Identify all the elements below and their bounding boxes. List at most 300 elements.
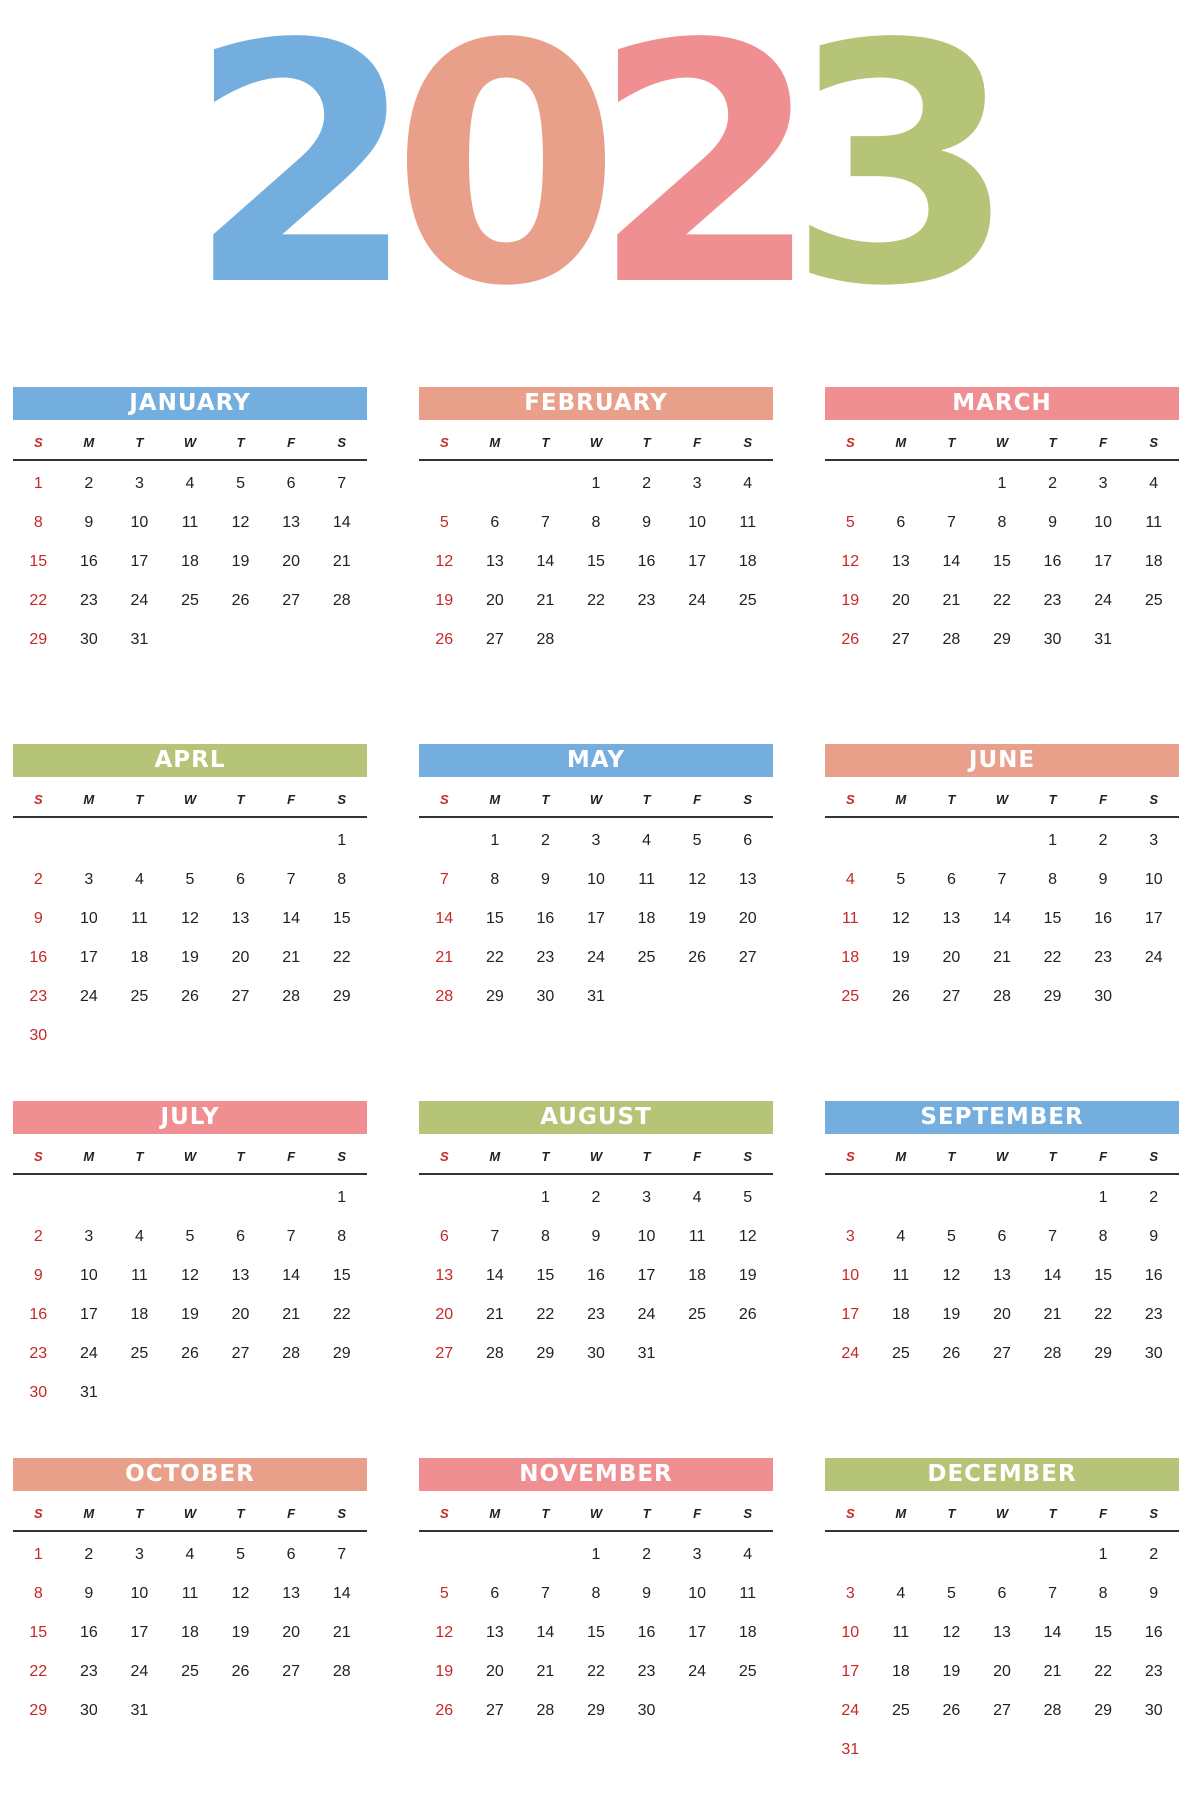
weekday-label: S <box>1149 435 1159 450</box>
day-cell: 16 <box>79 1624 98 1641</box>
day-cell: 4 <box>642 832 652 849</box>
day-cell: 14 <box>282 1267 301 1284</box>
weekday-label: M <box>895 1149 907 1164</box>
day-cell: 26 <box>435 631 454 648</box>
day-cell: 27 <box>282 1663 301 1680</box>
weekday-row <box>419 420 773 461</box>
day-cell: 4 <box>743 475 753 492</box>
day-cell-empty <box>13 1178 64 1217</box>
days-grid <box>825 1178 1179 1373</box>
day-cell: 7 <box>286 871 296 888</box>
day-cell: 24 <box>841 1345 860 1362</box>
day-cell: 10 <box>637 1228 656 1245</box>
day-cell-empty <box>825 821 876 860</box>
day-cell: 5 <box>946 1228 956 1245</box>
weekday-label: T <box>236 1149 245 1164</box>
weekday-label: S <box>1149 792 1159 807</box>
day-cell: 10 <box>79 1267 98 1284</box>
day-cell: 18 <box>637 910 656 927</box>
day-cell: 2 <box>84 1546 94 1563</box>
weekday-label: T <box>135 1506 144 1521</box>
weekday-label: S <box>845 1506 855 1521</box>
weekday-label: W <box>589 435 603 450</box>
day-cell: 5 <box>896 871 906 888</box>
month-august <box>419 1101 773 1458</box>
day-cell: 10 <box>841 1267 860 1284</box>
day-cell: 11 <box>638 871 655 888</box>
day-cell: 15 <box>29 1624 48 1641</box>
day-cell: 8 <box>1098 1228 1108 1245</box>
day-cell: 12 <box>231 1585 250 1602</box>
day-cell: 29 <box>29 1702 48 1719</box>
day-cell: 12 <box>435 1624 454 1641</box>
weekday-row <box>825 1491 1179 1532</box>
month-october <box>13 1458 367 1815</box>
day-cell: 17 <box>1144 910 1163 927</box>
weekday-label: M <box>489 435 501 450</box>
day-cell: 9 <box>84 1585 94 1602</box>
day-cell: 31 <box>1094 631 1113 648</box>
day-cell: 21 <box>993 949 1011 966</box>
day-cell: 23 <box>587 1306 605 1323</box>
day-cell: 29 <box>332 988 351 1005</box>
weekday-label: W <box>183 1506 197 1521</box>
day-cell: 26 <box>891 988 910 1005</box>
day-cell: 11 <box>1145 514 1163 531</box>
day-cell: 11 <box>688 1228 706 1245</box>
day-cell-empty <box>876 821 927 860</box>
weekday-label: W <box>589 1149 603 1164</box>
day-cell: 14 <box>536 1624 555 1641</box>
day-cell-empty <box>977 821 1028 860</box>
day-cell: 10 <box>1144 871 1163 888</box>
day-cell: 4 <box>845 871 855 888</box>
day-cell: 11 <box>739 1585 757 1602</box>
day-cell: 28 <box>536 631 555 648</box>
day-cell: 24 <box>688 1663 707 1680</box>
weekday-label: T <box>947 435 956 450</box>
year-digit-2: 0 <box>391 0 621 310</box>
day-cell: 17 <box>841 1306 860 1323</box>
day-cell: 31 <box>79 1384 98 1401</box>
day-cell: 4 <box>896 1228 906 1245</box>
day-cell: 15 <box>1094 1267 1113 1284</box>
day-cell: 5 <box>692 832 702 849</box>
days-grid <box>825 464 1179 659</box>
day-cell: 3 <box>845 1228 855 1245</box>
day-cell: 10 <box>1094 514 1113 531</box>
day-cell: 14 <box>993 910 1011 927</box>
day-cell-empty <box>64 1178 115 1217</box>
weekday-row <box>825 420 1179 461</box>
day-cell: 1 <box>33 1546 43 1563</box>
day-cell: 30 <box>79 1702 98 1719</box>
day-cell: 26 <box>435 1702 454 1719</box>
weekday-label: S <box>337 792 347 807</box>
day-cell: 19 <box>688 910 707 927</box>
day-cell: 14 <box>536 553 555 570</box>
day-cell: 24 <box>637 1306 656 1323</box>
day-cell: 6 <box>997 1228 1007 1245</box>
month-june <box>825 744 1179 1101</box>
day-cell: 3 <box>642 1189 652 1206</box>
day-cell-empty <box>165 821 216 860</box>
month-header: NOVEMBER <box>419 1458 773 1491</box>
day-cell: 18 <box>738 1624 757 1641</box>
day-cell: 1 <box>1098 1546 1108 1563</box>
day-cell: 13 <box>435 1267 454 1284</box>
day-cell: 1 <box>1098 1189 1108 1206</box>
day-cell: 13 <box>993 1267 1011 1284</box>
day-cell: 26 <box>231 592 250 609</box>
days-grid <box>419 1178 773 1373</box>
day-cell: 2 <box>1098 832 1108 849</box>
year-digit-1: 2 <box>187 0 417 310</box>
weekday-label: T <box>236 792 245 807</box>
day-cell-empty <box>825 1535 876 1574</box>
day-cell: 22 <box>485 949 504 966</box>
weekday-label: T <box>236 1506 245 1521</box>
day-cell: 18 <box>1144 553 1163 570</box>
weekday-label: M <box>489 1149 501 1164</box>
day-cell-empty <box>977 1178 1028 1217</box>
day-cell: 17 <box>130 1624 149 1641</box>
day-cell: 19 <box>738 1267 757 1284</box>
day-cell: 27 <box>231 988 250 1005</box>
day-cell: 26 <box>942 1702 961 1719</box>
day-cell: 13 <box>231 1267 250 1284</box>
weekday-label: M <box>83 1506 95 1521</box>
day-cell: 20 <box>993 1663 1011 1680</box>
day-cell: 8 <box>1048 871 1058 888</box>
day-cell: 12 <box>688 871 707 888</box>
day-cell: 27 <box>485 1702 504 1719</box>
day-cell: 23 <box>1144 1306 1163 1323</box>
day-cell: 19 <box>435 592 454 609</box>
day-cell-empty <box>876 464 927 503</box>
day-cell: 25 <box>181 1663 199 1680</box>
day-cell: 12 <box>891 910 910 927</box>
day-cell: 21 <box>435 949 454 966</box>
day-cell: 1 <box>337 1189 347 1206</box>
day-cell-empty <box>419 1535 470 1574</box>
day-cell: 24 <box>1094 592 1113 609</box>
weekday-label: T <box>947 792 956 807</box>
day-cell: 7 <box>946 514 956 531</box>
day-cell: 17 <box>637 1267 656 1284</box>
month-header: MAY <box>419 744 773 777</box>
day-cell: 23 <box>29 988 48 1005</box>
day-cell: 9 <box>642 514 652 531</box>
day-cell: 17 <box>688 1624 707 1641</box>
day-cell: 7 <box>490 1228 500 1245</box>
day-cell: 23 <box>1043 592 1062 609</box>
day-cell: 18 <box>130 1306 149 1323</box>
day-cell-empty <box>1027 1535 1078 1574</box>
weekday-label: T <box>541 1506 550 1521</box>
day-cell: 23 <box>1094 949 1113 966</box>
day-cell: 13 <box>485 553 504 570</box>
weekday-label: T <box>642 435 651 450</box>
day-cell: 18 <box>130 949 149 966</box>
weekday-row <box>419 1134 773 1175</box>
day-cell: 21 <box>536 592 555 609</box>
day-cell: 23 <box>29 1345 48 1362</box>
day-cell: 11 <box>181 514 199 531</box>
day-cell: 18 <box>891 1306 910 1323</box>
day-cell: 24 <box>587 949 605 966</box>
weekday-label: S <box>439 1506 449 1521</box>
day-cell: 27 <box>485 631 504 648</box>
day-cell: 31 <box>841 1741 860 1758</box>
day-cell: 4 <box>185 475 195 492</box>
day-cell: 16 <box>29 1306 48 1323</box>
day-cell: 22 <box>587 592 605 609</box>
day-cell: 5 <box>439 1585 449 1602</box>
day-cell: 30 <box>587 1345 605 1362</box>
day-cell: 3 <box>692 475 702 492</box>
day-cell: 23 <box>1144 1663 1163 1680</box>
day-cell: 17 <box>79 949 98 966</box>
day-cell-empty <box>876 1535 927 1574</box>
day-cell: 28 <box>332 1663 351 1680</box>
weekday-label: T <box>1048 1149 1057 1164</box>
day-cell: 21 <box>332 1624 351 1641</box>
day-cell: 24 <box>841 1702 860 1719</box>
day-cell: 20 <box>485 1663 504 1680</box>
day-cell: 20 <box>435 1306 454 1323</box>
day-cell: 3 <box>134 475 144 492</box>
day-cell: 16 <box>1144 1624 1163 1641</box>
day-cell: 13 <box>942 910 961 927</box>
day-cell: 5 <box>236 475 246 492</box>
day-cell: 10 <box>130 1585 149 1602</box>
day-cell: 22 <box>993 592 1011 609</box>
day-cell: 7 <box>286 1228 296 1245</box>
day-cell: 14 <box>282 910 301 927</box>
weekday-label: F <box>693 1506 702 1521</box>
day-cell: 21 <box>282 1306 301 1323</box>
day-cell: 25 <box>181 592 199 609</box>
day-cell: 7 <box>337 475 347 492</box>
year-digit-4: 3 <box>787 0 1017 310</box>
day-cell: 10 <box>688 1585 707 1602</box>
day-cell: 4 <box>692 1189 702 1206</box>
year-title <box>0 0 1190 310</box>
day-cell: 26 <box>942 1345 961 1362</box>
day-cell: 4 <box>1149 475 1159 492</box>
weekday-label: W <box>995 792 1009 807</box>
day-cell-empty <box>215 821 266 860</box>
day-cell: 11 <box>181 1585 199 1602</box>
weekday-row <box>13 1134 367 1175</box>
day-cell: 6 <box>490 514 500 531</box>
day-cell: 15 <box>29 553 48 570</box>
day-cell: 11 <box>892 1267 910 1284</box>
weekday-label: T <box>135 435 144 450</box>
day-cell: 11 <box>739 514 757 531</box>
weekday-label: F <box>1099 435 1108 450</box>
day-cell: 12 <box>738 1228 757 1245</box>
day-cell: 25 <box>1144 592 1163 609</box>
day-cell: 22 <box>1094 1306 1113 1323</box>
weekday-label: M <box>83 792 95 807</box>
day-cell: 9 <box>540 871 550 888</box>
day-cell: 15 <box>485 910 504 927</box>
day-cell: 16 <box>587 1267 605 1284</box>
day-cell: 4 <box>896 1585 906 1602</box>
day-cell: 28 <box>1043 1702 1062 1719</box>
day-cell-empty <box>266 821 317 860</box>
day-cell: 27 <box>993 1702 1011 1719</box>
weekday-row <box>13 420 367 461</box>
day-cell: 22 <box>332 1306 351 1323</box>
day-cell: 8 <box>997 514 1007 531</box>
day-cell: 2 <box>1048 475 1058 492</box>
day-cell: 8 <box>33 514 43 531</box>
day-cell: 4 <box>185 1546 195 1563</box>
day-cell: 30 <box>637 1702 656 1719</box>
day-cell: 7 <box>540 514 550 531</box>
month-july <box>13 1101 367 1458</box>
day-cell: 27 <box>282 592 301 609</box>
weekday-label: T <box>541 1149 550 1164</box>
weekday-label: S <box>337 435 347 450</box>
day-cell: 9 <box>1149 1585 1159 1602</box>
day-cell: 20 <box>993 1306 1011 1323</box>
day-cell: 10 <box>841 1624 860 1641</box>
weekday-label: W <box>183 792 197 807</box>
weekday-label: S <box>743 792 753 807</box>
weekday-label: F <box>287 435 296 450</box>
day-cell-empty <box>470 464 521 503</box>
day-cell: 2 <box>540 832 550 849</box>
day-cell: 3 <box>591 832 601 849</box>
day-cell: 27 <box>435 1345 454 1362</box>
day-cell: 8 <box>591 1585 601 1602</box>
day-cell: 10 <box>587 871 605 888</box>
day-cell: 23 <box>637 1663 656 1680</box>
day-cell-empty <box>1027 1178 1078 1217</box>
month-november <box>419 1458 773 1815</box>
weekday-label: S <box>337 1149 347 1164</box>
day-cell: 29 <box>1043 988 1062 1005</box>
day-cell: 24 <box>79 1345 98 1362</box>
day-cell: 22 <box>332 949 351 966</box>
day-cell-empty <box>114 821 165 860</box>
day-cell: 23 <box>79 592 98 609</box>
day-cell: 2 <box>591 1189 601 1206</box>
day-cell: 14 <box>435 910 454 927</box>
day-cell: 15 <box>332 910 351 927</box>
day-cell-empty <box>419 1178 470 1217</box>
day-cell: 9 <box>1098 871 1108 888</box>
day-cell-empty <box>470 1535 521 1574</box>
day-cell: 6 <box>236 871 246 888</box>
day-cell: 16 <box>1094 910 1113 927</box>
day-cell-empty <box>215 1178 266 1217</box>
day-cell: 19 <box>181 1306 199 1323</box>
month-header: OCTOBER <box>13 1458 367 1491</box>
weekday-label: S <box>1149 1149 1159 1164</box>
day-cell: 29 <box>587 1702 605 1719</box>
day-cell: 17 <box>1094 553 1113 570</box>
day-cell: 20 <box>282 553 301 570</box>
day-cell: 29 <box>1094 1702 1113 1719</box>
day-cell: 15 <box>1094 1624 1113 1641</box>
day-cell: 24 <box>130 592 149 609</box>
day-cell: 30 <box>1144 1345 1163 1362</box>
weekday-label: F <box>1099 792 1108 807</box>
day-cell: 11 <box>131 1267 148 1284</box>
month-january <box>13 387 367 744</box>
days-grid <box>13 464 367 659</box>
day-cell: 15 <box>587 553 605 570</box>
weekday-label: W <box>995 1506 1009 1521</box>
weekday-label: T <box>947 1506 956 1521</box>
day-cell-empty <box>266 1178 317 1217</box>
day-cell: 2 <box>33 1228 43 1245</box>
day-cell: 28 <box>1043 1345 1062 1362</box>
day-cell: 15 <box>1043 910 1062 927</box>
day-cell: 6 <box>997 1585 1007 1602</box>
weekday-label: M <box>895 435 907 450</box>
day-cell: 26 <box>841 631 860 648</box>
day-cell: 28 <box>485 1345 504 1362</box>
day-cell: 12 <box>231 514 250 531</box>
day-cell: 1 <box>591 1546 601 1563</box>
year-digit-3: 2 <box>591 0 821 310</box>
weekday-label: T <box>236 435 245 450</box>
day-cell: 18 <box>181 553 199 570</box>
day-cell: 12 <box>942 1624 961 1641</box>
day-cell: 14 <box>1043 1267 1062 1284</box>
weekday-label: W <box>995 435 1009 450</box>
day-cell: 3 <box>84 871 94 888</box>
day-cell: 14 <box>942 553 961 570</box>
weekday-label: T <box>642 792 651 807</box>
day-cell: 4 <box>134 871 144 888</box>
day-cell: 19 <box>435 1663 454 1680</box>
day-cell: 15 <box>332 1267 351 1284</box>
day-cell: 16 <box>536 910 555 927</box>
day-cell: 12 <box>435 553 454 570</box>
day-cell: 27 <box>891 631 910 648</box>
day-cell: 8 <box>33 1585 43 1602</box>
day-cell: 28 <box>435 988 454 1005</box>
day-cell-empty <box>825 1178 876 1217</box>
day-cell: 18 <box>841 949 860 966</box>
day-cell: 21 <box>332 553 351 570</box>
day-cell: 21 <box>1043 1663 1062 1680</box>
day-cell: 19 <box>231 553 250 570</box>
day-cell: 3 <box>1149 832 1159 849</box>
day-cell: 22 <box>587 1663 605 1680</box>
day-cell: 16 <box>637 1624 656 1641</box>
day-cell: 3 <box>84 1228 94 1245</box>
weekday-label: T <box>642 1506 651 1521</box>
day-cell: 28 <box>282 1345 301 1362</box>
weekday-row <box>825 777 1179 818</box>
day-cell: 16 <box>29 949 48 966</box>
year-title-graphic <box>0 0 1190 310</box>
weekday-label: S <box>337 1506 347 1521</box>
day-cell: 20 <box>485 592 504 609</box>
weekday-label: F <box>693 1149 702 1164</box>
day-cell: 31 <box>587 988 605 1005</box>
day-cell: 17 <box>688 553 707 570</box>
day-cell-empty <box>926 821 977 860</box>
